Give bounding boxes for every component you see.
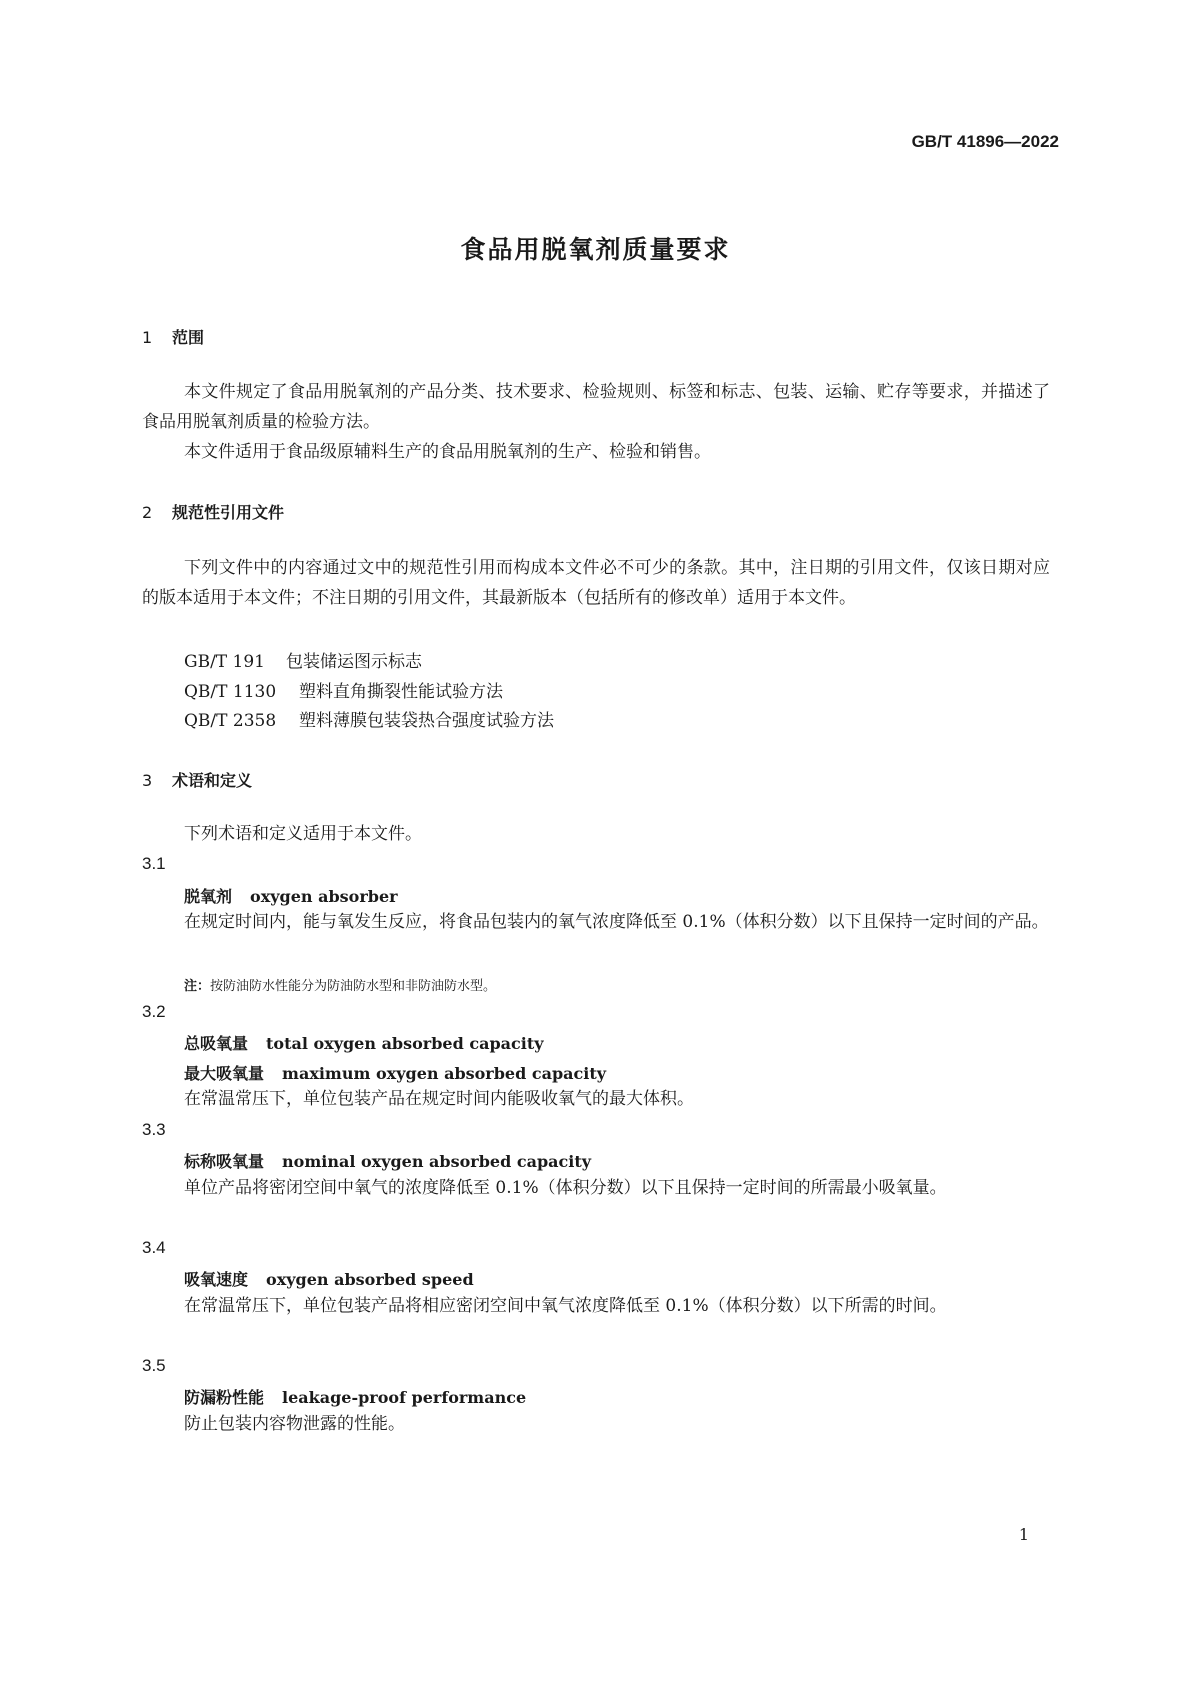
term-definition: 在规定时间内，能与氧发生反应，将食品包装内的氧气浓度降低至 0.1%（体积分数）以下且保持一定时间的产品。 <box>184 912 1049 932</box>
term-number: 3.1 <box>142 854 166 873</box>
paragraph: 下列术语和定义适用于本文件。 <box>184 824 422 844</box>
section-number: 2 <box>142 503 153 522</box>
term-zh: 吸氧速度 <box>184 1270 249 1289</box>
term-zh: 防漏粉性能 <box>184 1388 265 1407</box>
section-1-heading <box>142 325 204 348</box>
term-definition: 在常温常压下，单位包装产品在规定时间内能吸收氧气的最大体积。 <box>184 1089 694 1109</box>
reference-code: QB/T 2358 <box>184 711 277 731</box>
term-note <box>184 975 496 994</box>
note-label: 注： <box>184 979 211 994</box>
page-number: 1 <box>1018 1525 1029 1544</box>
term-heading <box>184 1149 591 1172</box>
term-en: nominal oxygen absorbed capacity <box>282 1152 592 1171</box>
term-en: oxygen absorbed speed <box>266 1270 474 1289</box>
section-number: 3 <box>142 771 153 790</box>
term-en: maximum oxygen absorbed capacity <box>282 1064 607 1083</box>
section-title: 术语和定义 <box>172 771 253 790</box>
term-zh: 最大吸氧量 <box>184 1064 265 1083</box>
term-heading <box>184 884 398 907</box>
term-heading <box>184 1031 544 1054</box>
reference-title: 塑料薄膜包装袋热合强度试验方法 <box>299 711 554 731</box>
term-en: total oxygen absorbed capacity <box>266 1034 544 1053</box>
reference-title: 塑料直角撕裂性能试验方法 <box>299 682 503 702</box>
paragraph: 本文件适用于食品级原辅料生产的食品用脱氧剂的生产、检验和销售。 <box>184 442 711 462</box>
term-en: oxygen absorber <box>250 887 398 906</box>
term-number: 3.2 <box>142 1002 166 1021</box>
document-code: GB/T 41896—2022 <box>911 132 1059 151</box>
term-zh: 总吸氧量 <box>184 1034 249 1053</box>
term-definition: 防止包装内容物泄露的性能。 <box>184 1414 405 1434</box>
term-heading <box>184 1267 474 1290</box>
term-definition: 单位产品将密闭空间中氧气的浓度降低至 0.1%（体积分数）以下且保持一定时间的所需最小吸氧量。 <box>184 1178 947 1198</box>
term-definition: 在常温常压下，单位包装产品将相应密闭空间中氧气浓度降低至 0.1%（体积分数）以下所需的时间。 <box>184 1296 947 1316</box>
section-3-heading <box>142 768 252 791</box>
paragraph: 本文件规定了食品用脱氧剂的产品分类、技术要求、检验规则、标签和标志、包装、运输、贮存等要求，并描述了食品用脱氧剂质量的检验方法。 <box>142 382 1050 432</box>
note-text: 按防油防水性能分为防油防水型和非防油防水型。 <box>210 979 497 994</box>
section-2-heading <box>142 500 284 523</box>
term-number: 3.4 <box>142 1238 166 1257</box>
term-en: leakage-proof performance <box>282 1388 527 1407</box>
reference-code: GB/T 191 <box>184 652 265 672</box>
reference-item <box>184 647 422 672</box>
section-title: 规范性引用文件 <box>172 503 285 522</box>
document-title: 食品用脱氧剂质量要求 <box>460 235 731 264</box>
term-heading-alt <box>184 1061 606 1084</box>
term-number: 3.5 <box>142 1356 166 1375</box>
term-zh: 脱氧剂 <box>184 887 233 906</box>
section-title: 范围 <box>172 328 205 347</box>
term-zh: 标称吸氧量 <box>184 1152 265 1171</box>
reference-item <box>184 677 503 702</box>
reference-title: 包装储运图示标志 <box>286 652 422 672</box>
reference-code: QB/T 1130 <box>184 682 277 702</box>
reference-item <box>184 706 554 731</box>
term-heading <box>184 1385 526 1408</box>
section-number: 1 <box>142 328 153 347</box>
paragraph: 下列文件中的内容通过文中的规范性引用而构成本文件必不可少的条款。其中，注日期的引用文件，仅该日期对应的版本适用于本文件；不注日期的引用文件，其最新版本（包括所有的修改单）适用于本文件。 <box>142 558 1050 608</box>
term-number: 3.3 <box>142 1120 166 1139</box>
